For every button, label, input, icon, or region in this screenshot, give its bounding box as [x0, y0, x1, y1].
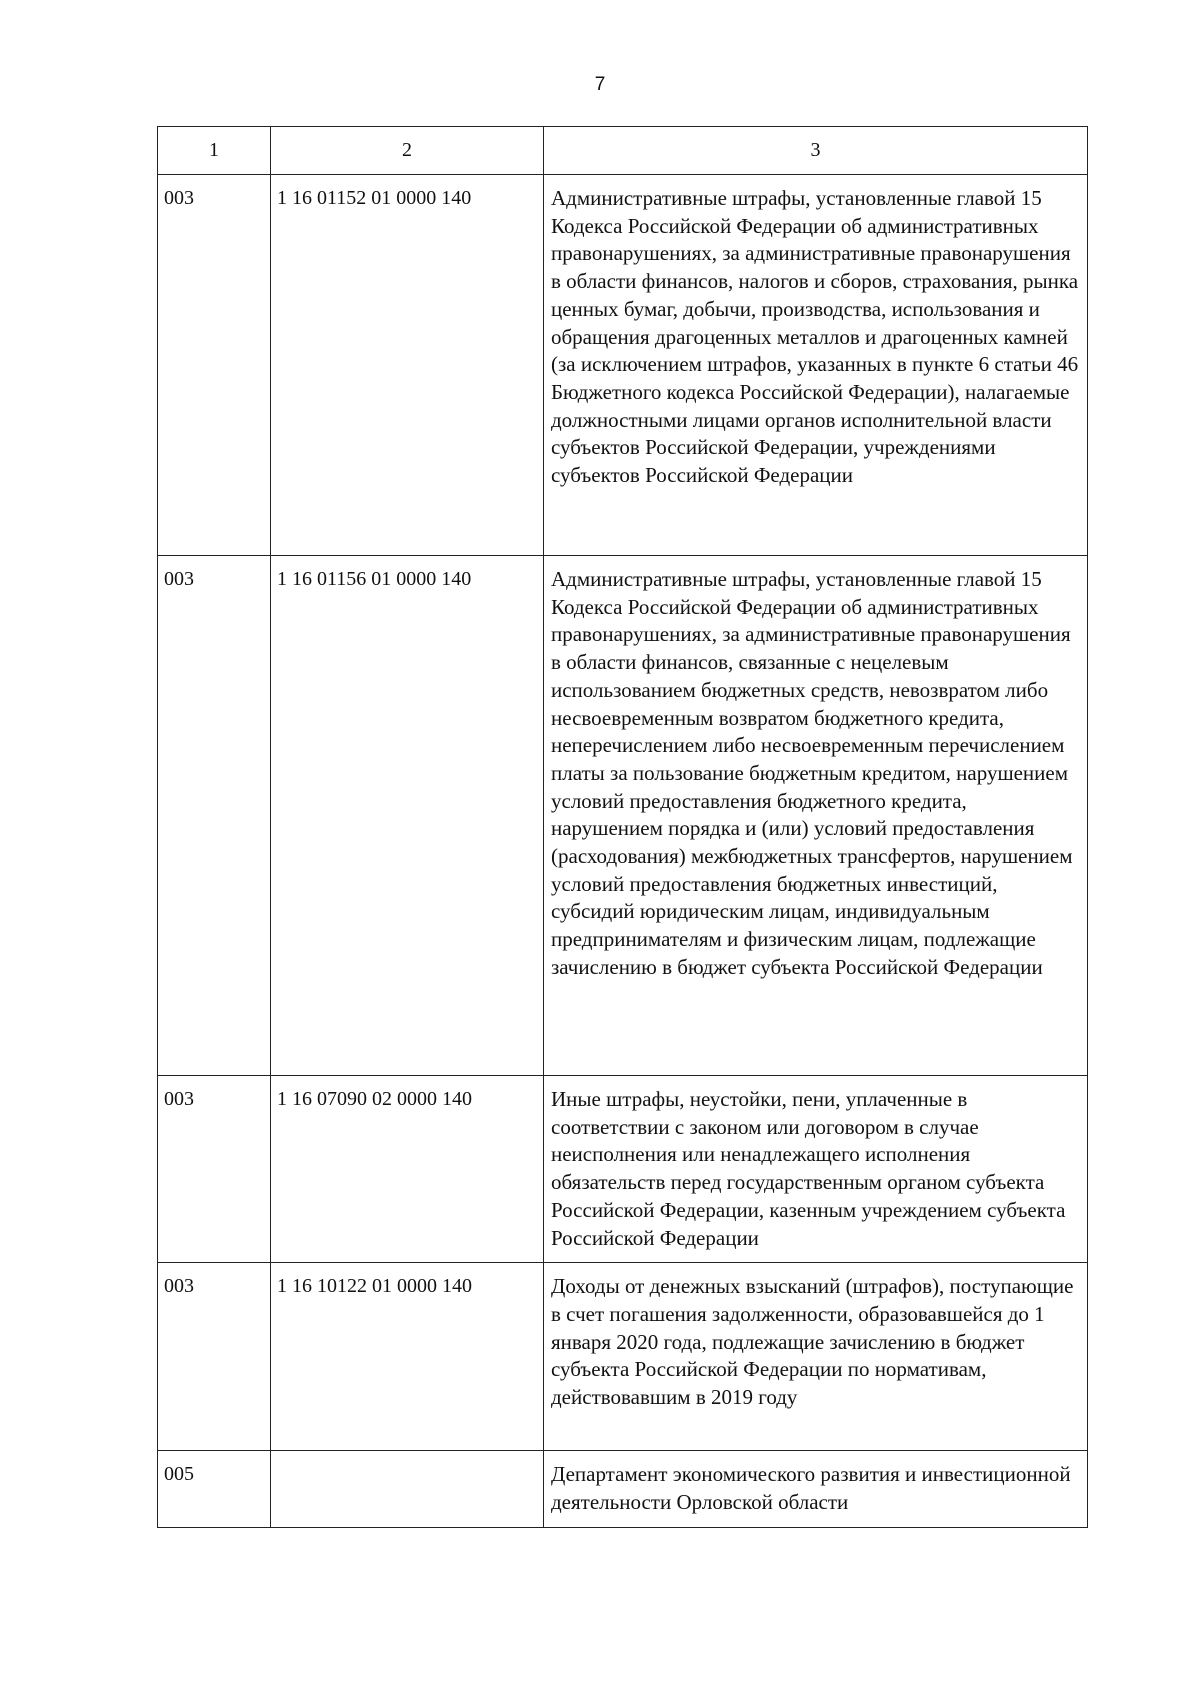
header-row — [158, 127, 1088, 175]
header-col-3: 3 — [544, 127, 1088, 175]
header-col-1: 1 — [158, 127, 271, 175]
table-row — [158, 1263, 1088, 1451]
header-col-2: 2 — [271, 127, 544, 175]
income-code-cell: 1 16 01156 01 0000 140 — [271, 556, 544, 1076]
admin-code-cell: 003 — [158, 1076, 271, 1263]
admin-code-cell: 003 — [158, 1263, 271, 1451]
income-code-cell: 1 16 01152 01 0000 140 — [271, 175, 544, 556]
income-name-cell: Административные штрафы, установленные главой 15 Кодекса Российской Федерации об административных правонарушениях, за административные правонарушения в области финансов, связанные с нецелевым использованием бюджетных средств, невозвратом либо несвоевременным возвратом бюджетного кредита, неперечислением либо несвоевременным перечислением платы за пользование бюджетным кредитом, нарушением условий предоставления бюджетного кредита, нарушением порядка и (или) условий предоставления (расходования) межбюджетных трансфертов, нарушением условий предоставления бюджетных инвестиций, субсидий юридическим лицам, индивидуальным предпринимателям и физическим лицам, подлежащие зачислению в бюджет субъекта Российской Федерации — [544, 556, 1088, 1076]
income-name-cell: Административные штрафы, установленные главой 15 Кодекса Российской Федерации об административных правонарушениях, за административные правонарушения в области финансов, налогов и сборов, страхования, рынка ценных бумаг, добычи, производства, использования и обращения драгоценных металлов и драгоценных камней (за исключением штрафов, указанных в пункте 6 статьи 46 Бюджетного кодекса Российской Федерации), налагаемые должностными лицами органов исполнительной власти субъектов Российской Федерации, учреждениями субъектов Российской Федерации — [544, 175, 1088, 556]
income-codes-table — [157, 126, 1088, 1528]
admin-code-cell: 005 — [158, 1451, 271, 1528]
admin-code-cell: 003 — [158, 556, 271, 1076]
admin-code-cell: 003 — [158, 175, 271, 556]
table-row — [158, 1451, 1088, 1528]
table-body — [158, 175, 1088, 1528]
table-row — [158, 556, 1088, 1076]
income-code-cell: 1 16 10122 01 0000 140 — [271, 1263, 544, 1451]
income-name-cell: Департамент экономического развития и инвестиционной деятельности Орловской области — [544, 1451, 1088, 1528]
income-name-cell: Иные штрафы, неустойки, пени, уплаченные в соответствии с законом или договором в случае неисполнения или ненадлежащего исполнения обязательств перед государственным органом субъекта Российской Федерации, казенным учреждением субъекта Российской Федерации — [544, 1076, 1088, 1263]
table-header — [158, 127, 1088, 175]
table-row — [158, 1076, 1088, 1263]
page-number: 7 — [594, 74, 606, 95]
income-code-cell — [271, 1451, 544, 1528]
income-code-cell: 1 16 07090 02 0000 140 — [271, 1076, 544, 1263]
income-name-cell: Доходы от денежных взысканий (штрафов), поступающие в счет погашения задолженности, образовавшейся до 1 января 2020 года, подлежащие зачислению в бюджет субъекта Российской Федерации по нормативам, действовавшим в 2019 году — [544, 1263, 1088, 1451]
table-row — [158, 175, 1088, 556]
